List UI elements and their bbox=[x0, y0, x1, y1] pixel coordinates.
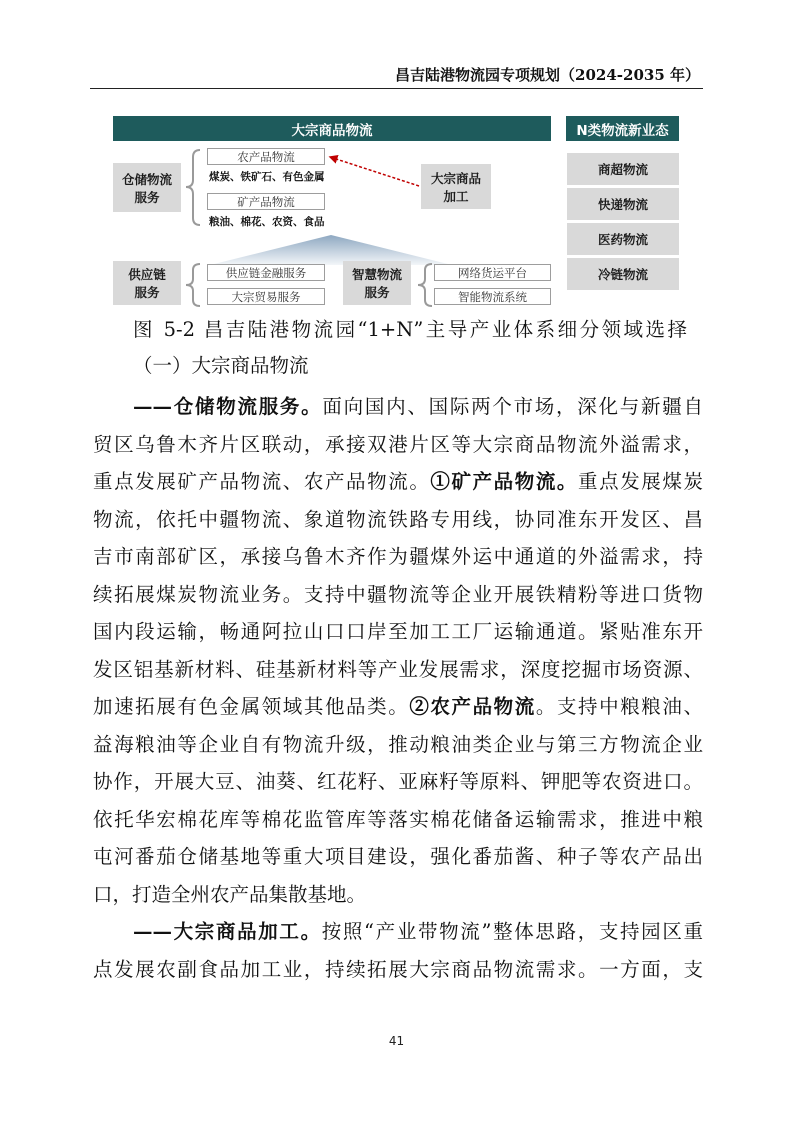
new-form-box: 快递物流 bbox=[567, 188, 679, 220]
body-line: 贸区乌鲁木齐片区联动，承接双港片区等大宗商品物流外溢需求， bbox=[93, 432, 703, 456]
body-line: 依托华宏棉花库等棉花监管库等落实棉花储备运输需求，推进中粮 bbox=[93, 807, 703, 831]
supply-chain-service-box: 供应链 服务 bbox=[113, 261, 181, 305]
running-header-title: 昌吉陆港物流园专项规划（2024-2035 年） bbox=[395, 66, 700, 84]
section-heading: （一）大宗商品物流 bbox=[133, 354, 309, 377]
bold-lead: ——仓储物流服务。 bbox=[133, 395, 323, 418]
text-run: 。支持中粮粮油、 bbox=[535, 695, 703, 718]
new-form-box: 冷链物流 bbox=[567, 258, 679, 290]
bulk-trade-box: 大宗贸易服务 bbox=[207, 288, 325, 305]
processing-to-agri-arrow bbox=[330, 157, 419, 186]
bold-lead: ①矿产品物流。 bbox=[430, 470, 579, 493]
body-line: 益海粮油等企业自有物流升级，推动粮油类企业与第三方物流企业 bbox=[93, 732, 703, 756]
mineral-logistics-box: 矿产品物流 bbox=[207, 193, 325, 210]
bracket-warehouse bbox=[186, 150, 200, 225]
bracket-smart-logistics bbox=[418, 264, 432, 306]
bracket-supply-chain bbox=[186, 264, 200, 306]
page-number: 41 bbox=[388, 1034, 405, 1048]
body-line bbox=[93, 688, 703, 726]
body-line bbox=[93, 463, 703, 501]
agri-items-text: 煤炭、铁矿石、有色金属 bbox=[209, 171, 325, 183]
text-run: 重点发展煤炭 bbox=[578, 470, 703, 493]
body-line: 国内段运输，畅通阿拉山口口岸至加工工厂运输通道。紧贴准东开 bbox=[93, 620, 703, 643]
bold-lead: ②农产品物流 bbox=[409, 695, 536, 718]
body-text bbox=[93, 388, 703, 988]
smart-logistics-service-box: 智慧物流 服务 bbox=[343, 261, 411, 305]
text-run: 面向国内、国际两个市场，深化与新疆自 bbox=[322, 395, 703, 418]
text-run: 重点发展矿产品物流、农产品物流。 bbox=[93, 470, 431, 493]
bulk-logistics-bar: 大宗商品物流 bbox=[113, 116, 551, 141]
bulk-processing-box: 大宗商品 加工 bbox=[421, 164, 491, 209]
body-line: 协作，开展大豆、油葵、红花籽、亚麻籽等原料、钾肥等农资进口。 bbox=[93, 770, 703, 793]
body-line bbox=[93, 913, 703, 951]
body-line: 口，打造全州农产品集散基地。 bbox=[93, 882, 367, 906]
body-line: 续拓展煤炭物流业务。支持中疆物流等企业开展铁精粉等进口货物 bbox=[93, 582, 703, 606]
warehouse-service-box: 仓储物流 服务 bbox=[113, 163, 181, 212]
upward-arrow-icon bbox=[210, 235, 452, 265]
figure-caption: 图 5-2 昌吉陆港物流园“1+N”主导产业体系细分领域选择 bbox=[133, 318, 687, 341]
bold-lead: ——大宗商品加工。 bbox=[133, 920, 322, 943]
body-line: 吉市南部矿区，承接乌鲁木齐作为疆煤外运中通道的外溢需求，持 bbox=[93, 545, 703, 568]
new-form-box: 医药物流 bbox=[567, 223, 679, 255]
body-line: 点发展农副食品加工业，持续拓展大宗商品物流需求。一方面，支 bbox=[93, 957, 703, 981]
new-forms-bar: N类物流新业态 bbox=[566, 116, 679, 141]
body-line: 发区铝基新材料、硅基新材料等产业发展需求，深度挖掘市场资源、 bbox=[93, 657, 703, 681]
agri-logistics-box: 农产品物流 bbox=[207, 148, 325, 165]
text-run: 加速拓展有色金属领域其他品类。 bbox=[93, 695, 410, 718]
body-line: 物流，依托中疆物流、象道物流铁路专用线，协同准东开发区、昌 bbox=[93, 507, 703, 531]
mineral-items-text: 粮油、棉花、农资、食品 bbox=[209, 216, 325, 228]
body-line: 屯河番茄仓储基地等重大项目建设，强化番茄酱、种子等农产品出 bbox=[93, 845, 703, 868]
text-run: 按照“产业带物流”整体思路，支持园区重 bbox=[321, 920, 703, 943]
network-freight-box: 网络货运平台 bbox=[434, 264, 551, 281]
intelligent-system-box: 智能物流系统 bbox=[434, 288, 551, 305]
new-form-box: 商超物流 bbox=[567, 153, 679, 185]
body-line bbox=[93, 388, 703, 426]
supply-chain-finance-box: 供应链金融服务 bbox=[207, 264, 325, 281]
